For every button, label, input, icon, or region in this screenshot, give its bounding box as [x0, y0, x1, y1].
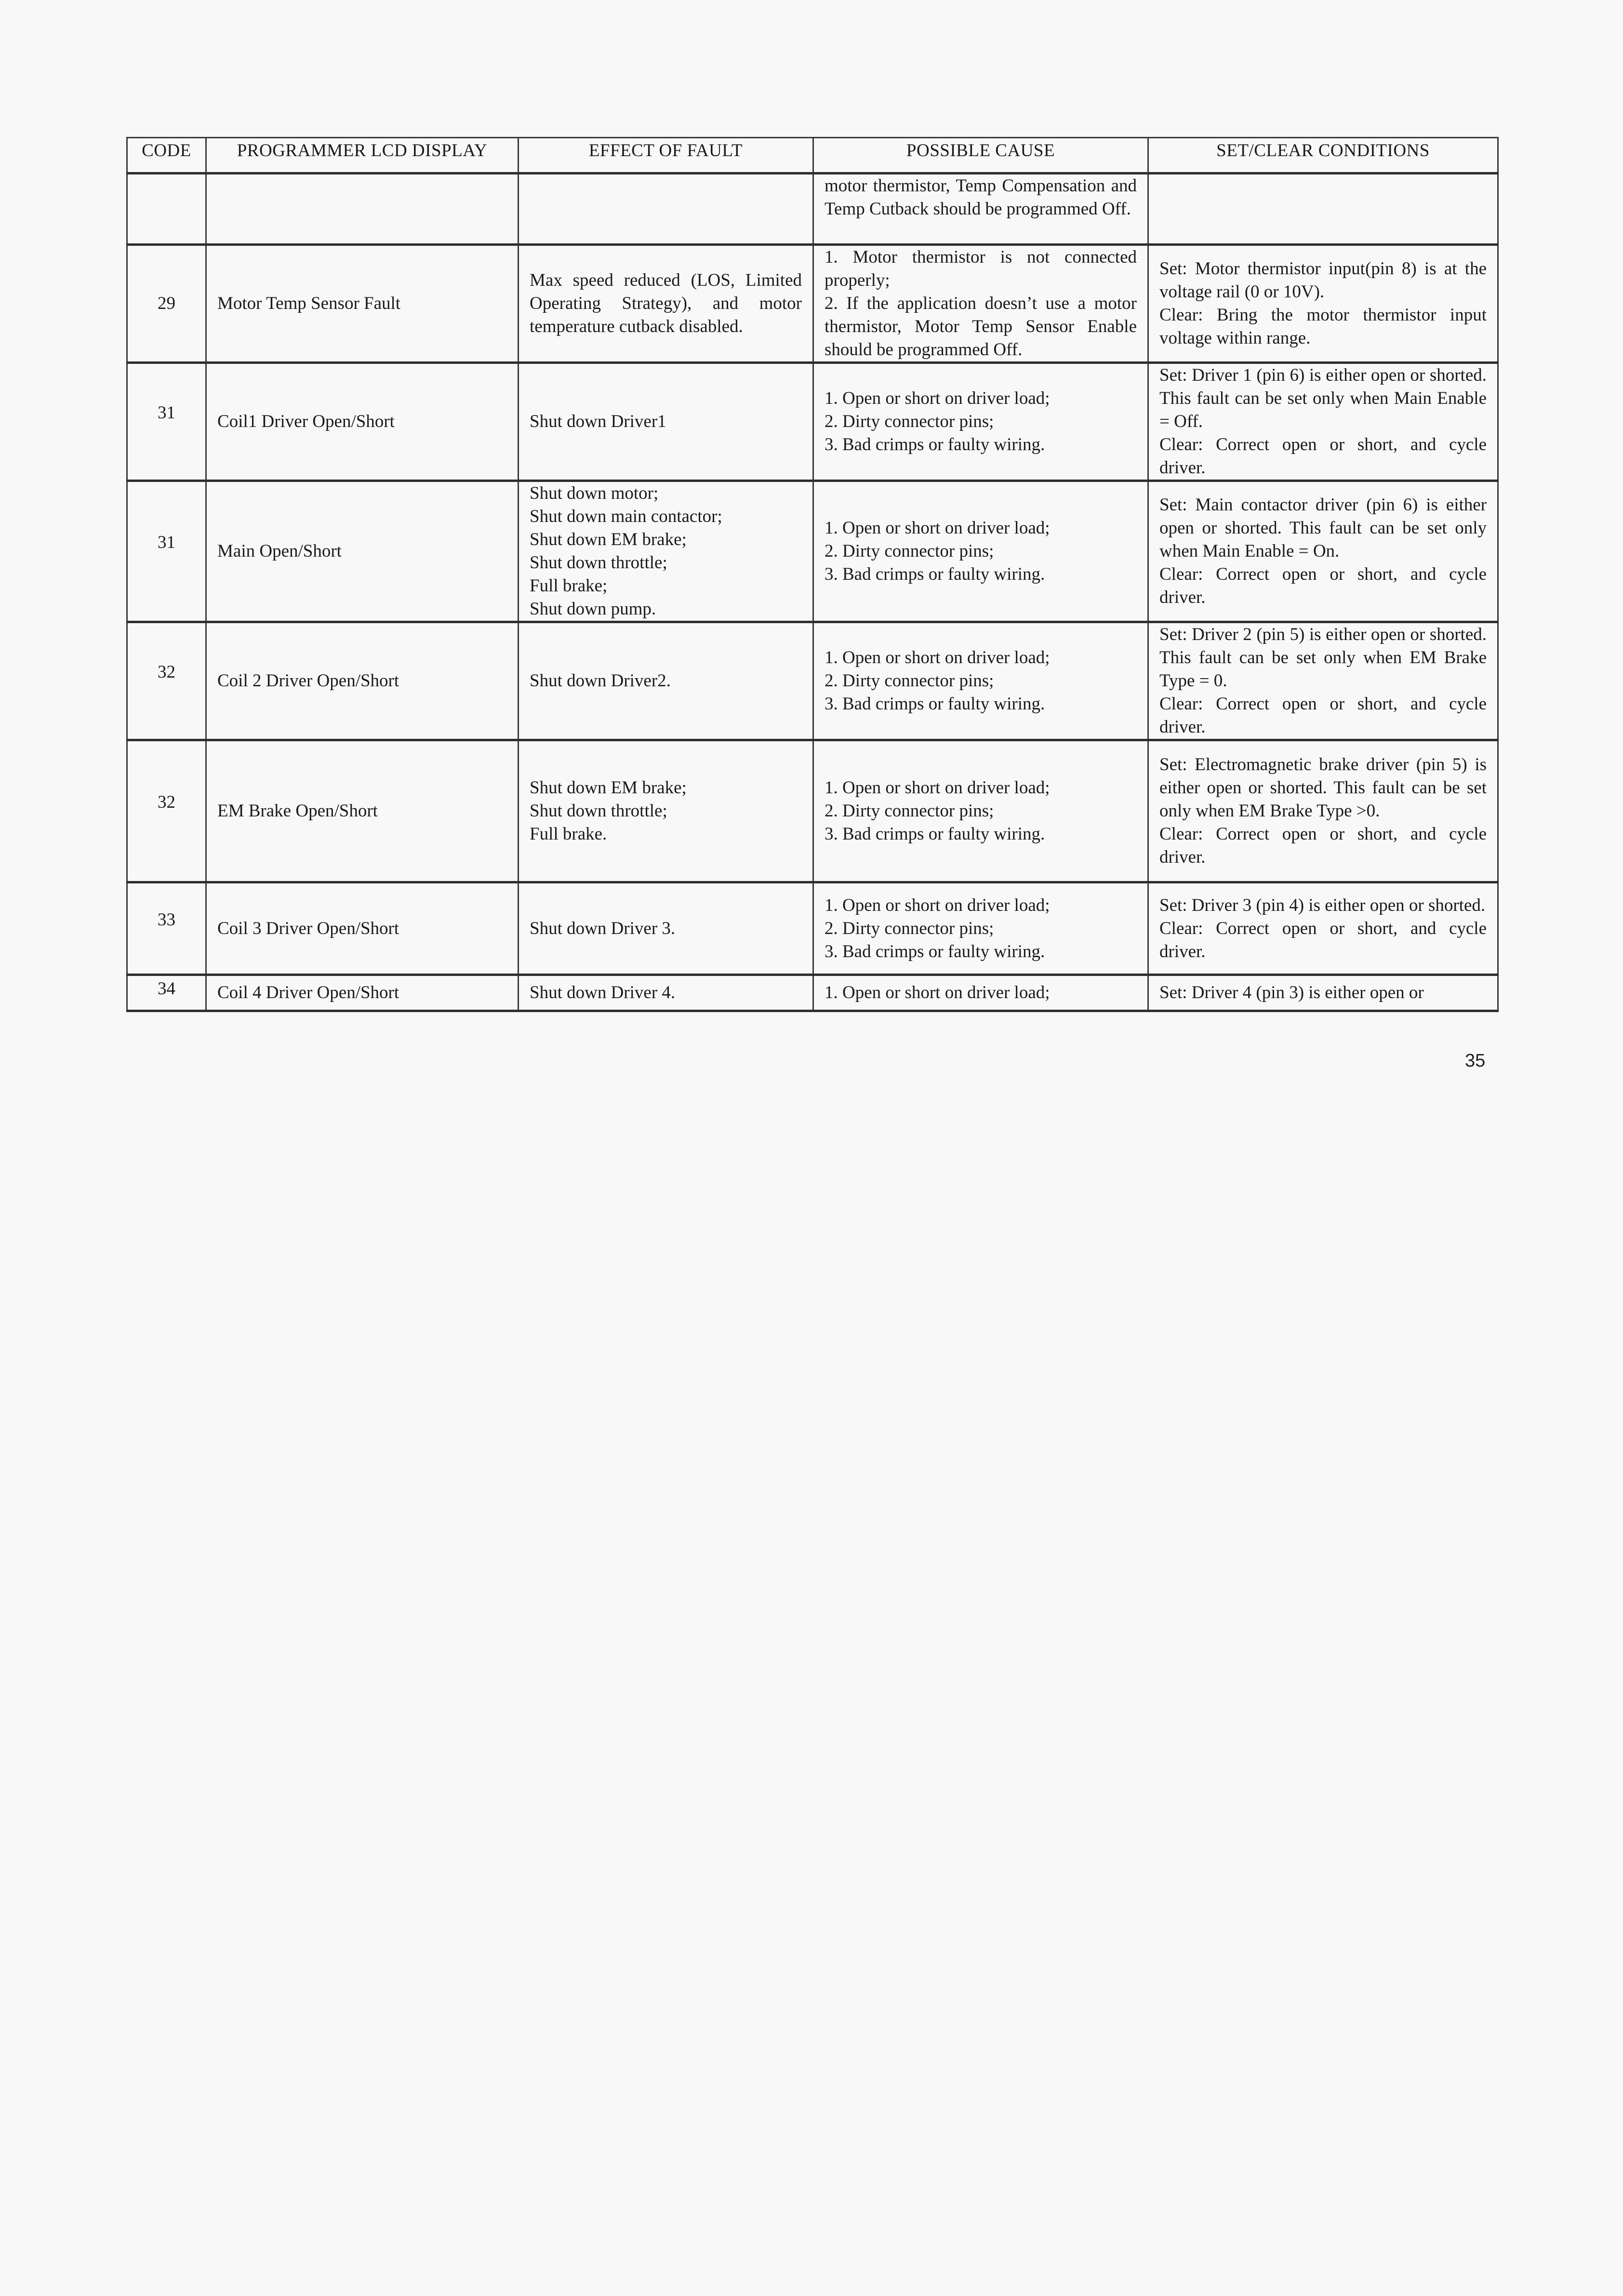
- cell-text-line: Shut down throttle;: [530, 801, 667, 821]
- cell-text-line: Shut down Driver2.: [530, 671, 671, 691]
- cell-code: 32: [127, 622, 206, 740]
- cell-text-line: 1. Open or short on driver load;: [825, 518, 1050, 538]
- cell-text-line: Set: Electromagnetic brake driver (pin 5) is either open or shorted. This fault can be set only when EM Brake Type >0.: [1159, 755, 1487, 821]
- cell-text-line: 2. Dirty connector pins;: [825, 671, 994, 691]
- table-row: [127, 363, 1498, 481]
- table-row: [127, 622, 1498, 740]
- cell-text-line: Shut down main contactor;: [530, 507, 722, 526]
- cell-code: [127, 174, 206, 245]
- cell-set-clear: [1148, 740, 1498, 882]
- cell-text-line: 1. Open or short on driver load;: [825, 895, 1050, 915]
- cell-effect: [519, 363, 813, 481]
- header-effect-of-fault: EFFECT OF FAULT: [519, 138, 813, 174]
- fault-code-table: [126, 137, 1499, 1012]
- cell-effect: [519, 174, 813, 245]
- cell-set-clear: [1148, 975, 1498, 1011]
- cell-cause: [813, 975, 1148, 1011]
- cell-text-line: 2. If the application doesn’t use a motor thermistor, Motor Temp Sensor Enable should be programmed Off.: [825, 294, 1137, 360]
- table-row: [127, 245, 1498, 363]
- cell-effect: [519, 975, 813, 1011]
- cell-code: 31: [127, 363, 206, 481]
- cell-lcd-display: Coil 3 Driver Open/Short: [206, 882, 519, 975]
- cell-text-line: Clear: Correct open or short, and cycle driver.: [1159, 435, 1487, 478]
- cell-text-line: Clear: Bring the motor thermistor input voltage within range.: [1159, 305, 1487, 348]
- cell-cause: [813, 622, 1148, 740]
- cell-text-line: 1. Open or short on driver load;: [825, 388, 1050, 408]
- cell-text-line: 2. Dirty connector pins;: [825, 801, 994, 821]
- cell-lcd-display: Coil 2 Driver Open/Short: [206, 622, 519, 740]
- cell-text-line: 1. Motor thermistor is not connected properly;: [825, 247, 1137, 290]
- cell-text-line: Max speed reduced (LOS, Limited Operating Strategy), and motor temperature cutback disabled.: [530, 270, 802, 336]
- cell-cause: [813, 174, 1148, 245]
- header-code: CODE: [127, 138, 206, 174]
- cell-code: 33: [127, 882, 206, 975]
- table-row: [127, 740, 1498, 882]
- cell-cause: [813, 740, 1148, 882]
- cell-set-clear: [1148, 481, 1498, 622]
- cell-text-line: Shut down Driver 3.: [530, 918, 676, 938]
- header-lcd-display: PROGRAMMER LCD DISPLAY: [206, 138, 519, 174]
- cell-text-line: 3. Bad crimps or faulty wiring.: [825, 824, 1045, 844]
- header-possible-cause: POSSIBLE CAUSE: [813, 138, 1148, 174]
- cell-text-line: Shut down EM brake;: [530, 778, 687, 798]
- cell-text-line: 3. Bad crimps or faulty wiring.: [825, 564, 1045, 584]
- cell-text-line: Shut down pump.: [530, 599, 656, 619]
- cell-code: 31: [127, 481, 206, 622]
- cell-set-clear: [1148, 174, 1498, 245]
- cell-lcd-display: Coil 4 Driver Open/Short: [206, 975, 519, 1011]
- table-row: [127, 174, 1498, 245]
- cell-effect: [519, 882, 813, 975]
- cell-text-line: Set: Driver 3 (pin 4) is either open or shorted.: [1159, 895, 1486, 915]
- cell-text-line: Shut down throttle;: [530, 553, 667, 573]
- page-number: 35: [1465, 1051, 1486, 1071]
- cell-code: 29: [127, 245, 206, 363]
- cell-text-line: 1. Open or short on driver load;: [825, 778, 1050, 798]
- cell-text-line: Set: Main contactor driver (pin 6) is either open or shorted. This fault can be set only when Main Enable = On.: [1159, 495, 1487, 561]
- cell-text-line: Set: Driver 2 (pin 5) is either open or shorted. This fault can be set only when EM Brake Type = 0.: [1159, 625, 1487, 691]
- table-row: [127, 882, 1498, 975]
- cell-effect: [519, 740, 813, 882]
- cell-cause: [813, 363, 1148, 481]
- cell-text-line: 2. Dirty connector pins;: [825, 541, 994, 561]
- cell-text-line: Shut down EM brake;: [530, 530, 687, 549]
- table-row: [127, 481, 1498, 622]
- cell-text-line: Clear: Correct open or short, and cycle driver.: [1159, 564, 1487, 607]
- cell-text-line: 1. Open or short on driver load;: [825, 648, 1050, 667]
- cell-effect: [519, 245, 813, 363]
- cell-set-clear: [1148, 245, 1498, 363]
- cell-lcd-display: [206, 174, 519, 245]
- cell-cause: [813, 481, 1148, 622]
- cell-code: 34: [127, 975, 206, 1011]
- cell-cause: [813, 882, 1148, 975]
- cell-text-line: Shut down motor;: [530, 483, 659, 503]
- cell-text-line: motor thermistor, Temp Compensation and Temp Cutback should be programmed Off.: [825, 176, 1137, 219]
- cell-text-line: Clear: Correct open or short, and cycle driver.: [1159, 694, 1487, 737]
- table-row: [127, 975, 1498, 1011]
- cell-text-line: 2. Dirty connector pins;: [825, 412, 994, 431]
- cell-lcd-display: EM Brake Open/Short: [206, 740, 519, 882]
- cell-text-line: Full brake;: [530, 576, 608, 596]
- cell-set-clear: [1148, 622, 1498, 740]
- cell-set-clear: [1148, 363, 1498, 481]
- cell-set-clear: [1148, 882, 1498, 975]
- cell-code: 32: [127, 740, 206, 882]
- cell-text-line: Shut down Driver1: [530, 412, 666, 431]
- cell-lcd-display: Coil1 Driver Open/Short: [206, 363, 519, 481]
- cell-effect: [519, 622, 813, 740]
- cell-lcd-display: Motor Temp Sensor Fault: [206, 245, 519, 363]
- cell-text-line: Shut down Driver 4.: [530, 983, 676, 1002]
- cell-text-line: 3. Bad crimps or faulty wiring.: [825, 941, 1045, 961]
- header-set-clear-conditions: SET/CLEAR CONDITIONS: [1148, 138, 1498, 174]
- cell-text-line: 2. Dirty connector pins;: [825, 918, 994, 938]
- cell-effect: [519, 481, 813, 622]
- cell-text-line: Set: Driver 1 (pin 6) is either open or shorted. This fault can be set only when Main Enable = Off.: [1159, 365, 1487, 431]
- cell-text-line: Full brake.: [530, 824, 607, 844]
- table-header-row: [127, 138, 1498, 174]
- cell-cause: [813, 245, 1148, 363]
- cell-text-line: 3. Bad crimps or faulty wiring.: [825, 694, 1045, 714]
- cell-text-line: Set: Driver 4 (pin 3) is either open or: [1159, 983, 1424, 1002]
- cell-text-line: 1. Open or short on driver load;: [825, 983, 1050, 1002]
- cell-text-line: Clear: Correct open or short, and cycle driver.: [1159, 824, 1487, 867]
- cell-lcd-display: Main Open/Short: [206, 481, 519, 622]
- cell-text-line: Set: Motor thermistor input(pin 8) is at the voltage rail (0 or 10V).: [1159, 259, 1487, 302]
- cell-text-line: 3. Bad crimps or faulty wiring.: [825, 435, 1045, 454]
- cell-text-line: Clear: Correct open or short, and cycle driver.: [1159, 918, 1487, 961]
